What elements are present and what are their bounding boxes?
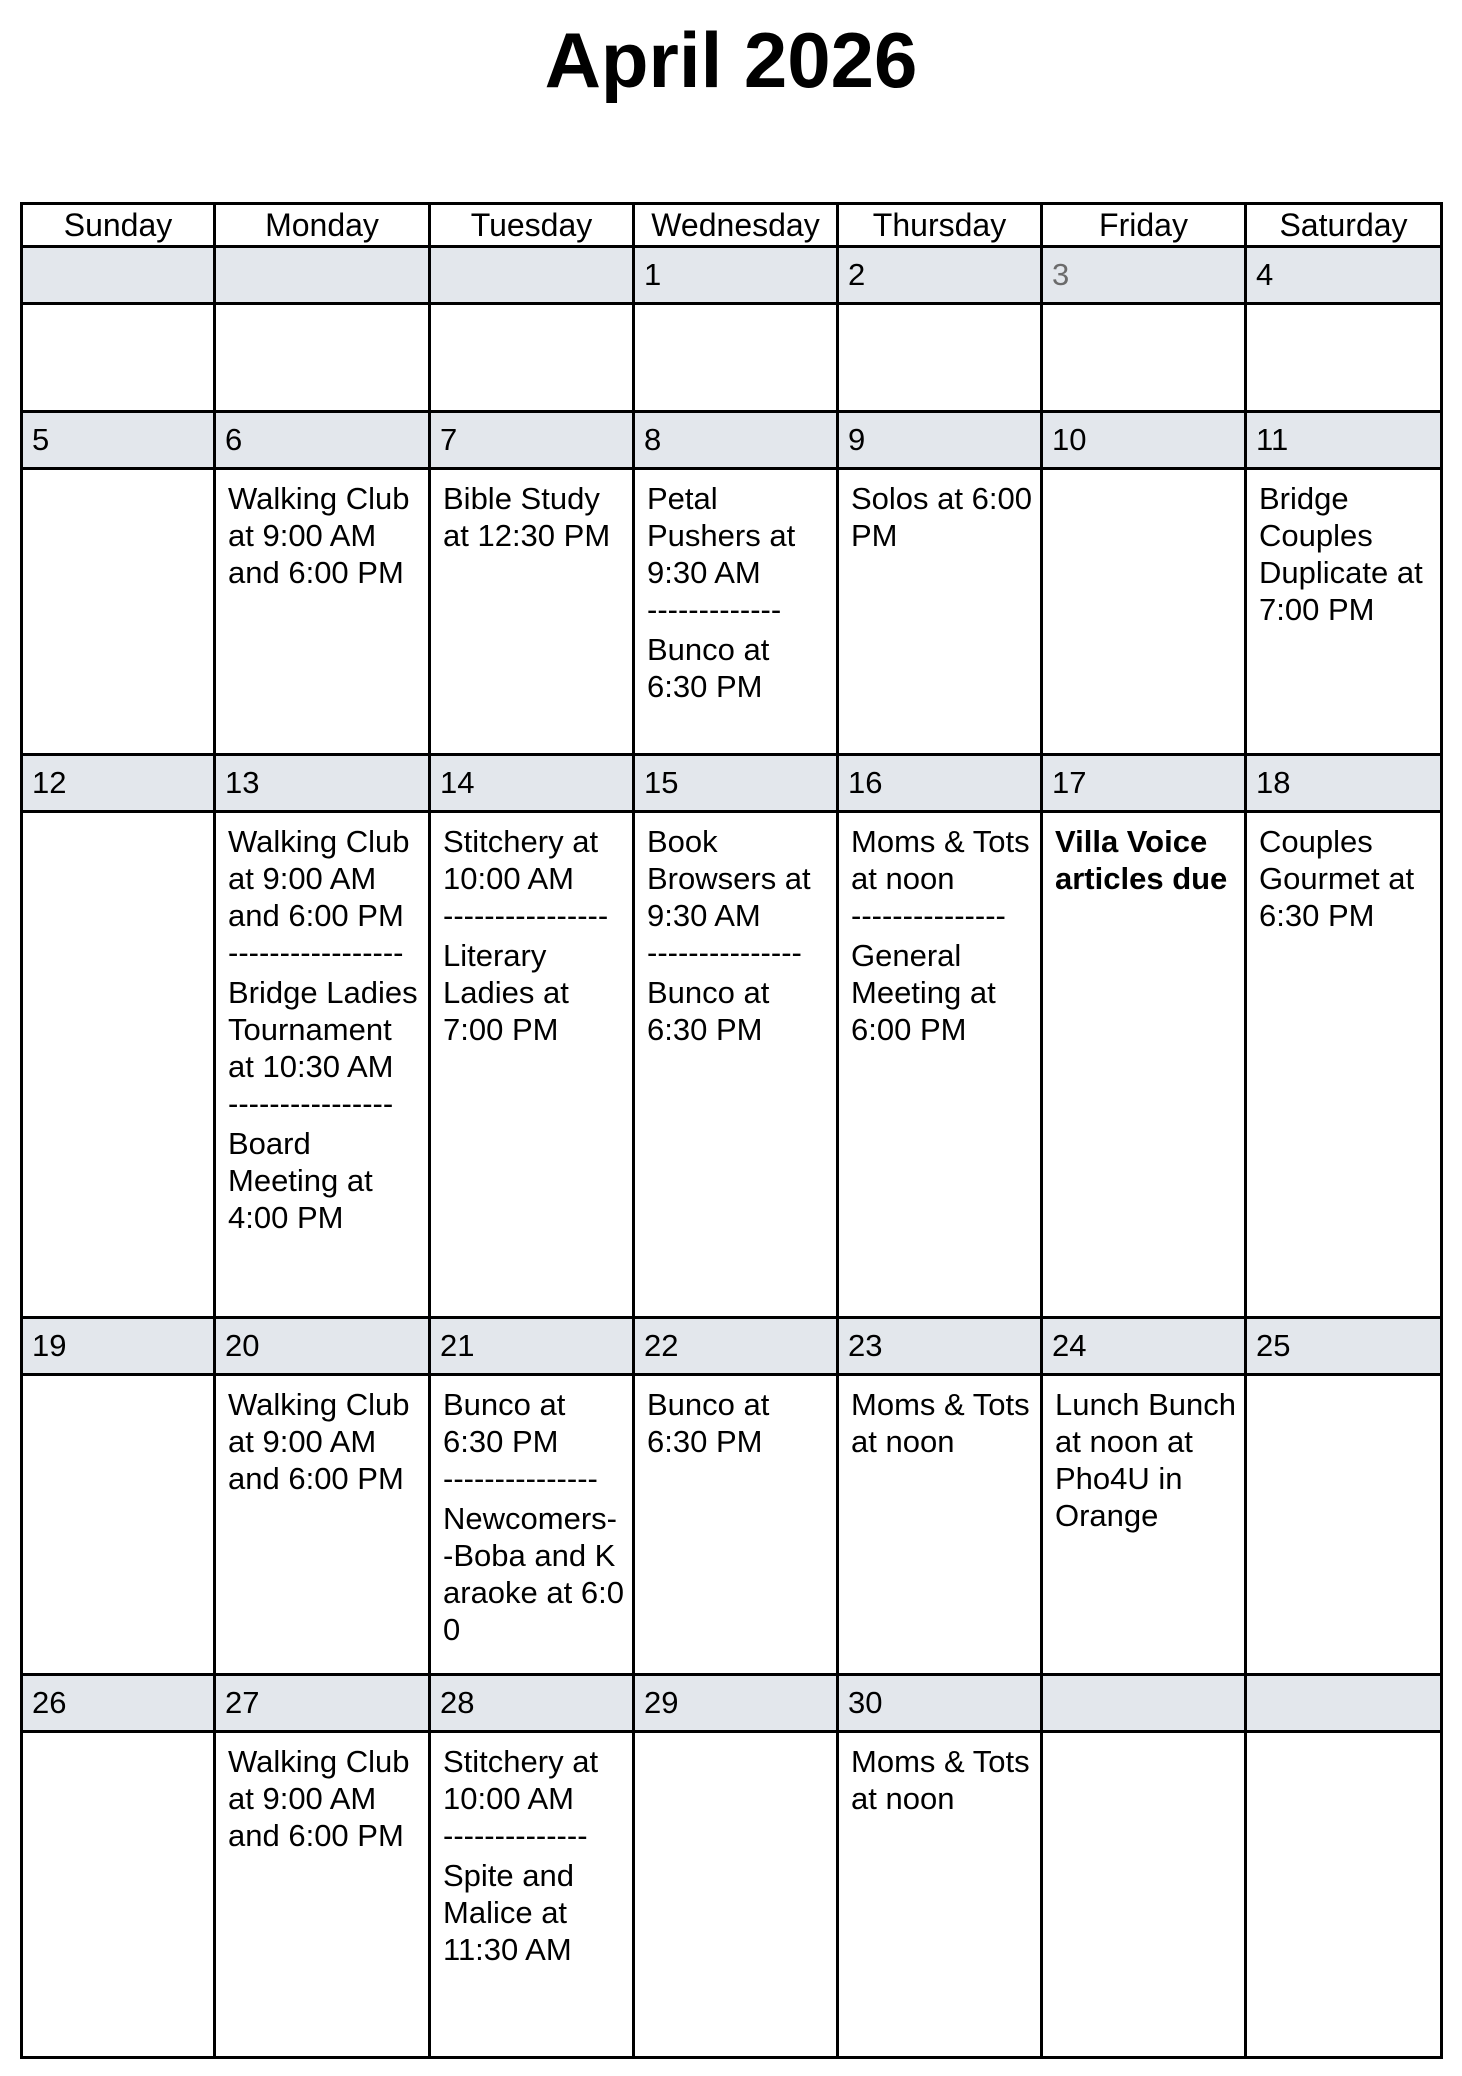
weekday-sunday: Sunday <box>22 204 215 247</box>
events-cell <box>838 812 1042 1318</box>
events-cell <box>634 1375 838 1675</box>
event-separator: -------------- <box>443 1821 588 1851</box>
event-spite-and-malice: Spite and Malice at 11:30 AM <box>443 1858 574 1967</box>
events-cell <box>1246 812 1442 1318</box>
calendar-title: April 2026 <box>544 16 918 104</box>
events-cell <box>838 469 1042 755</box>
week-2-date-row <box>22 412 1442 469</box>
date-cell: 20 <box>215 1318 430 1375</box>
week-2-events-row <box>22 469 1442 755</box>
date-cell: 6 <box>215 412 430 469</box>
date-cell: 13 <box>215 755 430 812</box>
events-cell <box>634 1732 838 2058</box>
events-cell <box>1042 304 1246 412</box>
events-cell <box>1042 1375 1246 1675</box>
events-cell <box>634 469 838 755</box>
date-cell: 5 <box>22 412 215 469</box>
date-cell: 22 <box>634 1318 838 1375</box>
date-cell: 12 <box>22 755 215 812</box>
events-cell <box>430 1375 634 1675</box>
week-4-date-row <box>22 1318 1442 1375</box>
event-separator: --------------- <box>851 901 1006 931</box>
events-cell <box>22 304 215 412</box>
month-calendar-grid <box>20 202 1443 2059</box>
date-cell: 14 <box>430 755 634 812</box>
events-cell <box>634 304 838 412</box>
events-cell <box>1246 1732 1442 2058</box>
date-cell: 7 <box>430 412 634 469</box>
weekday-header-row <box>22 204 1442 247</box>
date-cell <box>430 247 634 304</box>
date-cell: 2 <box>838 247 1042 304</box>
events-cell <box>430 812 634 1318</box>
week-4-events-row <box>22 1375 1442 1675</box>
date-cell: 16 <box>838 755 1042 812</box>
event-separator: --------------- <box>647 938 802 968</box>
date-cell: 15 <box>634 755 838 812</box>
event-bible-study: Bible Study at 12:30 PM <box>443 481 611 553</box>
event-bunco: Bunco at 6:30 PM <box>443 1387 566 1459</box>
date-cell: 19 <box>22 1318 215 1375</box>
events-cell <box>215 1732 430 2058</box>
events-cell <box>1246 304 1442 412</box>
events-cell <box>430 469 634 755</box>
event-bunco: Bunco at 6:30 PM <box>647 975 770 1047</box>
event-walking-club: Walking Club at 9:00 AM and 6:00 PM <box>228 481 410 590</box>
event-walking-club: Walking Club at 9:00 AM and 6:00 PM <box>228 824 410 933</box>
date-cell: 4 <box>1246 247 1442 304</box>
event-walking-club: Walking Club at 9:00 AM and 6:00 PM <box>228 1387 410 1496</box>
date-cell: 25 <box>1246 1318 1442 1375</box>
event-petal-pushers: Petal Pushers at 9:30 AM <box>647 481 796 590</box>
date-cell: 29 <box>634 1675 838 1732</box>
event-separator: ---------------- <box>443 901 609 931</box>
events-cell <box>22 1732 215 2058</box>
events-cell <box>838 1375 1042 1675</box>
event-literary-ladies: Literary Ladies at 7:00 PM <box>443 938 569 1047</box>
event-separator: --------------- <box>443 1464 598 1494</box>
week-3-events-row <box>22 812 1442 1318</box>
events-cell <box>838 304 1042 412</box>
date-cell: 21 <box>430 1318 634 1375</box>
weekday-wednesday: Wednesday <box>634 204 838 247</box>
week-5-events-row <box>22 1732 1442 2058</box>
event-moms-and-tots: Moms & Tots at noon <box>851 824 1030 896</box>
date-cell: 8 <box>634 412 838 469</box>
date-cell: 27 <box>215 1675 430 1732</box>
date-cell: 9 <box>838 412 1042 469</box>
week-5-date-row <box>22 1675 1442 1732</box>
event-walking-club: Walking Club at 9:00 AM and 6:00 PM <box>228 1744 410 1853</box>
event-moms-and-tots: Moms & Tots at noon <box>851 1387 1030 1459</box>
events-cell <box>634 812 838 1318</box>
event-separator: ------------- <box>647 595 782 625</box>
event-newcomers-boba-karaoke: Newcomers--Boba and Karaoke at 6:00 <box>443 1501 624 1647</box>
weekday-thursday: Thursday <box>838 204 1042 247</box>
weekday-saturday: Saturday <box>1246 204 1442 247</box>
date-cell <box>215 247 430 304</box>
event-stitchery: Stitchery at 10:00 AM <box>443 824 599 896</box>
events-cell <box>215 304 430 412</box>
date-cell <box>1042 1675 1246 1732</box>
date-cell: 11 <box>1246 412 1442 469</box>
date-cell: 24 <box>1042 1318 1246 1375</box>
event-general-meeting: General Meeting at 6:00 PM <box>851 938 996 1047</box>
events-cell <box>215 469 430 755</box>
weekday-monday: Monday <box>215 204 430 247</box>
events-cell <box>22 1375 215 1675</box>
date-cell: 1 <box>634 247 838 304</box>
event-lunch-bunch: Lunch Bunch at noon at Pho4U in Orange <box>1055 1387 1236 1533</box>
event-separator: ----------------- <box>228 938 404 968</box>
week-3-date-row <box>22 755 1442 812</box>
date-cell: 10 <box>1042 412 1246 469</box>
events-cell <box>22 812 215 1318</box>
event-couples-gourmet: Couples Gourmet at 6:30 PM <box>1259 824 1415 933</box>
event-book-browsers: Book Browsers at 9:30 AM <box>647 824 811 933</box>
week-1-events-row <box>22 304 1442 412</box>
events-cell <box>215 812 430 1318</box>
events-cell <box>1042 469 1246 755</box>
events-cell <box>838 1732 1042 2058</box>
date-cell: 30 <box>838 1675 1042 1732</box>
week-1-date-row <box>22 247 1442 304</box>
events-cell <box>1246 469 1442 755</box>
events-cell <box>1246 1375 1442 1675</box>
events-cell <box>22 469 215 755</box>
event-moms-and-tots: Moms & Tots at noon <box>851 1744 1030 1816</box>
weekday-friday: Friday <box>1042 204 1246 247</box>
date-cell: 3 <box>1042 247 1246 304</box>
event-stitchery: Stitchery at 10:00 AM <box>443 1744 599 1816</box>
date-cell: 28 <box>430 1675 634 1732</box>
events-cell <box>430 1732 634 2058</box>
date-cell: 17 <box>1042 755 1246 812</box>
event-bridge-couples-duplicate: Bridge Couples Duplicate at 7:00 PM <box>1259 481 1423 627</box>
events-cell <box>430 304 634 412</box>
date-cell: 23 <box>838 1318 1042 1375</box>
date-cell: 26 <box>22 1675 215 1732</box>
event-bunco: Bunco at 6:30 PM <box>647 632 770 704</box>
event-separator: ---------------- <box>228 1089 394 1119</box>
events-cell <box>1042 812 1246 1318</box>
date-cell: 18 <box>1246 755 1442 812</box>
event-bunco: Bunco at 6:30 PM <box>647 1387 770 1459</box>
events-cell <box>1042 1732 1246 2058</box>
date-cell <box>1246 1675 1442 1732</box>
event-board-meeting: Board Meeting at 4:00 PM <box>228 1126 373 1235</box>
event-villa-voice-deadline: Villa Voice articles due <box>1055 824 1228 896</box>
events-cell <box>215 1375 430 1675</box>
event-bridge-ladies-tournament: Bridge Ladies Tournament at 10:30 AM <box>228 975 418 1084</box>
weekday-tuesday: Tuesday <box>430 204 634 247</box>
date-cell <box>22 247 215 304</box>
event-solos: Solos at 6:00 PM <box>851 481 1032 553</box>
